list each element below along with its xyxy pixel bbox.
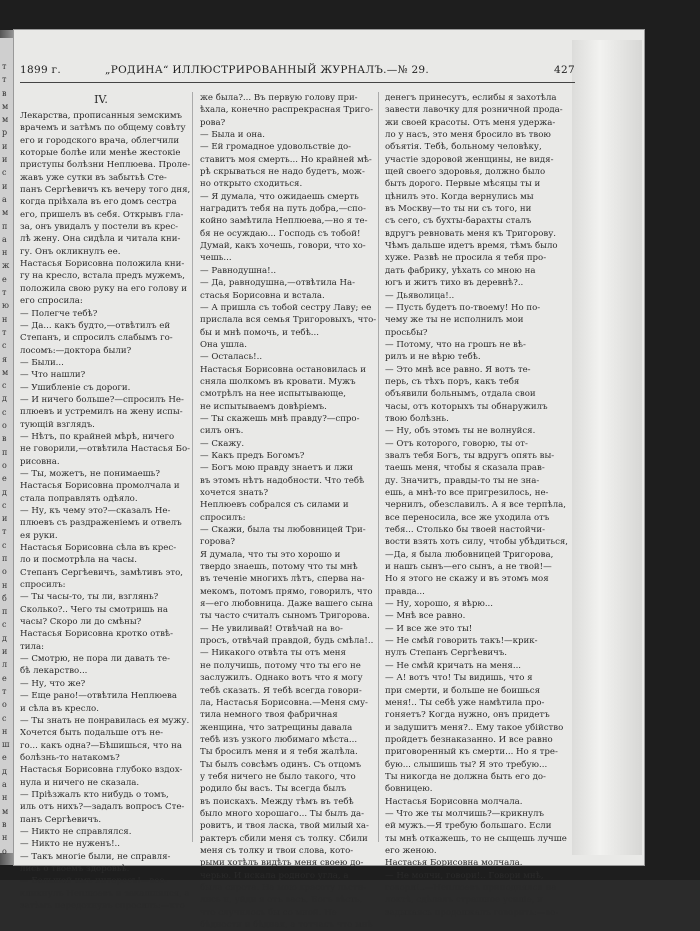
text-line: Настасья Борисовна промолчала и	[20, 481, 180, 492]
text-line: нула и ничего не сказала.	[20, 777, 140, 788]
text-line: ло и посмотрѣла на часы.	[20, 555, 137, 566]
text-line: — Скажи, была ты любовницей Три-	[200, 525, 366, 536]
text-line: — Не молчи, говори!.. Говори мнѣ,	[385, 870, 544, 881]
header-rule	[20, 82, 575, 83]
text-line: Ты бросилъ меня и я тебя жалѣла.	[200, 747, 358, 758]
text-line: тила:	[20, 641, 44, 652]
text-line: врачемъ и затѣмъ по общему совѣту	[20, 123, 186, 134]
text-line: Настасья Борисовна кротко отвѣ-	[20, 629, 174, 640]
text-line: Ты былъ совсѣмъ одинъ. Съ отцомъ	[200, 759, 362, 770]
text-line: ты часто считалъ сыномъ Тригорова.	[200, 611, 370, 622]
text-line: тующій взглядъ.	[20, 419, 95, 430]
text-line: затѣмъ передохнувъ спросилъ:—кто	[20, 901, 185, 911]
text-line: — Да, равнодушна,—отвѣтила На-	[200, 278, 356, 289]
text-line: — Пріѣзжалъ кто нибудь о томъ,	[20, 789, 169, 800]
text-line: объятія. Тебѣ, больному человѣку,	[385, 142, 542, 153]
text-line: у тебя ничего не было такого, что	[200, 771, 356, 782]
text-line: когда пріѣхала въ его домъ сестра	[20, 197, 177, 208]
text-line: правда...	[385, 586, 425, 597]
text-line: говори!..—Неплюевъ приподнялся на	[385, 883, 557, 893]
text-line: Думай, какъ хочешь, говори, что хо-	[200, 241, 366, 252]
text-line: его, пришелъ въ себя. Открывъ гла-	[20, 209, 184, 220]
text-line: которые болѣе или менѣе жестокіе	[20, 148, 181, 159]
text-line: лись и, уйди я отъ васъ, Богъ вѣсть,	[200, 895, 363, 906]
text-line: нулъ Степанъ Сергѣевичъ.	[385, 648, 508, 659]
text-line: Но я этого не скажу и въ этомъ моя	[385, 574, 549, 585]
section-number: IV.	[94, 93, 108, 106]
text-line: — Осталась!..	[200, 352, 263, 363]
text-line: спросилъ:	[20, 580, 66, 591]
text-line: стала поправлять одѣяло.	[20, 493, 138, 504]
text-line: — Пусть будетъ по-твоему! Но по-	[385, 302, 541, 313]
text-line: ровитъ, и твоя ласка, твой милый ха-	[200, 821, 369, 832]
text-line: — Ты, можетъ, не понимаешь?	[20, 468, 160, 479]
text-line: дать фабрику, уѣхать со мною на	[385, 265, 536, 276]
text-line: — Большой имъ интересъ!—вос-	[20, 876, 168, 887]
text-line: — Ты скажешь мнѣ правду?—спро-	[200, 413, 360, 424]
text-line: смотрѣлъ на нее испытывающе,	[200, 389, 346, 400]
text-line: го... какъ одна?—Бѣшишься, что на	[20, 740, 182, 751]
text-line: чему же ты не исполнилъ мои	[385, 315, 524, 326]
text-line: бѣдности и бѣдная, а тотчасъ что мнѣ	[200, 920, 373, 931]
text-line: — Никакого отвѣта ты отъ меня	[200, 648, 346, 659]
text-line: наградитъ тебя на путь добра,—спо-	[200, 204, 366, 215]
text-line: — Были...	[20, 357, 64, 368]
text-line: — И все же это ты!	[385, 623, 473, 634]
text-line: силъ онъ.	[200, 426, 244, 437]
text-line: — Ушибленіе съ дороги.	[20, 382, 131, 393]
text-line: мекомъ, потомъ прямо, говорилъ, что	[200, 586, 373, 597]
text-line: таешь меня, чтобы я сказала прав-	[385, 463, 545, 474]
text-line: — Полегче тебѣ?	[20, 308, 98, 319]
text-line: цѣнилъ это. Когда вернулись мы	[385, 191, 534, 202]
text-line: часы, отъ которыхъ ты обнаружилъ	[385, 401, 548, 412]
text-line: въ поискахъ. Между тѣмъ въ тебѣ	[200, 796, 354, 807]
text-line: тебѣ сказать. Я тебѣ всегда говори-	[200, 685, 362, 696]
text-line: Ты никогда не должна быть его до-	[385, 771, 546, 782]
text-line: — Равнодушна!..	[200, 265, 277, 276]
text-line: что случилось бы со мной. Не	[200, 907, 337, 918]
running-header	[20, 64, 575, 80]
text-line: рова?	[200, 117, 226, 128]
text-line: я—его любовница. Даже вашего сына	[200, 599, 373, 610]
text-line: завести лавочку для розничной прода-	[385, 105, 563, 116]
text-line: лѣ жену. Она сидѣла и читала кни-	[20, 234, 181, 245]
text-line: — Отъ которого, говорю, ты от-	[385, 438, 528, 449]
text-line: ставитъ моя смерть... Но крайней мѣ-	[200, 154, 372, 165]
text-line: спросилъ:	[200, 512, 246, 523]
text-line: въ теченіе многихъ лѣтъ, сперва на-	[200, 574, 365, 585]
text-line: — Смотрю, не пора ли давать те-	[20, 654, 170, 665]
left-margin-fragments: т т в м м р и и с и а м п а н ж е т ю н т с я м с д с о в п о е д с и т с п о н б п с д и л е т о с н ш е д а н м в н о	[2, 62, 10, 856]
text-line: Настасья Борисовна остановилась и	[200, 364, 366, 375]
text-line: локтѣ, сдѣлалъ страшное усиліе, и	[385, 895, 543, 906]
text-column-3	[385, 92, 569, 918]
column-divider	[378, 92, 379, 842]
text-line: — Нѣтъ, по крайней мѣрѣ, ничего	[20, 431, 175, 442]
text-line: Настасья Борисовна молчала.	[385, 858, 523, 869]
text-line: — Что нашли?	[20, 370, 86, 381]
text-line: Она ушла.	[200, 339, 247, 350]
text-line: — Дьяволица!..	[385, 290, 455, 301]
text-line: — Ну, что же?	[20, 678, 86, 689]
text-line: объявили больнымъ, отдала свои	[385, 389, 536, 400]
text-line: Чѣмъ дальше идетъ время, тѣмъ было	[385, 241, 558, 252]
text-line: его и городского врача, облегчили	[20, 135, 180, 146]
text-line: Я думала, что ты это хорошо и	[200, 549, 341, 560]
text-line: черью. И искала родного угла, а	[200, 870, 349, 881]
text-line: — Ну, объ этомъ ты не волнуйся.	[385, 426, 536, 437]
text-line: — А пришла съ тобой сестру Лаву; ее	[200, 302, 372, 313]
text-line: хуже. Развѣ не просила я тебя про-	[385, 253, 547, 264]
text-line: и задушитъ меня?.. Ему такое убійство	[385, 722, 564, 733]
text-line: — Это мнѣ все равно. Я вотъ те-	[385, 364, 531, 375]
header-page-number: 427	[554, 64, 575, 76]
text-line: твою болѣзнь.	[385, 413, 449, 424]
text-line: же была?... Въ первую голову при-	[200, 93, 358, 103]
text-line: пройдетъ безнаказанно. И все равно	[385, 734, 553, 745]
text-line: — Ну, хорошо, я вѣрю...	[385, 599, 494, 610]
text-line: койно замѣтила Неплюева,—но я те-	[200, 216, 368, 227]
text-line: — А! вотъ что! Ты видишь, что я	[385, 673, 533, 684]
text-line: быть дорого. Первые мѣсяцы ты и	[385, 179, 541, 190]
text-line: твердо знаешь, потому что ты мнѣ	[200, 562, 358, 573]
text-line: не получишь, потому что ты его не	[200, 660, 361, 671]
text-line: не говорили,—отвѣтила Настасья Бо-	[20, 444, 191, 455]
text-line: чернилъ, обезславилъ. А я все терпѣла,	[385, 500, 567, 511]
text-line: бую... слышишь ты? Я это требую...	[385, 759, 548, 770]
text-line: — Богъ мою правду знаетъ и лжи	[200, 463, 353, 474]
text-line: стасья Борисовна и встала.	[200, 290, 325, 301]
text-line: вости взять хоть силу, чтобы убѣдиться,	[385, 537, 569, 548]
text-line: меня съ толку и твои слова, кото-	[200, 845, 354, 856]
text-line: жи своей красоты. Отъ меня удержа-	[385, 117, 556, 128]
text-line: тебя... Столько бы твоей настойчи-	[385, 525, 545, 536]
text-line: было много хорошаго... Ты былъ да-	[200, 808, 365, 819]
text-line: Степанъ Сергѣевичъ, замѣтивъ это,	[20, 567, 183, 578]
text-line: — И ничего больше?—спросилъ Не-	[20, 394, 184, 405]
text-line: рактеръ сбили меня съ толку. Сбили	[200, 833, 368, 844]
text-line: Сколько?.. Чего ты смотришь на	[20, 604, 168, 615]
header-year: 1899 г.	[20, 64, 61, 76]
text-line: за, онъ увидалъ у постели въ крес-	[20, 222, 179, 233]
text-line: рыми хотѣлъ видѣть меня своею до-	[200, 858, 364, 869]
text-line: чешь...	[200, 253, 232, 264]
text-line: все переносила, все же уходила отъ	[385, 512, 550, 523]
text-line: рилъ и не вѣрю тебѣ.	[385, 352, 481, 363]
text-line: заслужилъ. Однако вотъ что я могу	[200, 673, 363, 684]
text-line: панъ Сергѣевичъ.	[20, 814, 102, 825]
text-line: — Такъ многіе были, не справля-	[20, 851, 171, 862]
text-line: — Ты часы-то, ты ли, взглянь?	[20, 592, 159, 603]
text-line: — Мнѣ все равно.	[385, 611, 466, 622]
text-line: — Что же ты молчишь?—крикнулъ	[385, 808, 544, 819]
text-line: — Скажу.	[200, 438, 245, 449]
text-line: — Ну, къ чему это?—сказалъ Не-	[20, 506, 171, 516]
text-line: задыхаясь продолжалъ говорить:—во-	[385, 907, 559, 918]
text-line: приговоренный къ смерти... Но я тре-	[385, 747, 558, 758]
text-line: вдругъ ревновать меня къ Тригорову.	[385, 228, 557, 239]
text-line: Настасья Борисовна молчала.	[385, 796, 523, 807]
text-line: женщина, что затрещины давала	[200, 722, 353, 733]
text-line: тебѣ изъ узкого любимаго мѣста...	[200, 734, 358, 745]
text-line: ей мужъ.—Я требую большаго. Если	[385, 821, 552, 832]
text-line: — Никто не нуженъ!..	[20, 839, 121, 850]
text-line: денегъ принесутъ, еслибы я захотѣла	[385, 93, 557, 103]
text-line: просъ, отвѣчай правдой, будь смѣла!..	[200, 636, 374, 647]
text-line: ея руки.	[20, 530, 58, 541]
text-line: ло у насъ, это меня бросило въ твою	[385, 130, 551, 141]
text-line: ѣхала, конечно распрекрасная Триго-	[200, 105, 373, 116]
text-line: горова?	[200, 537, 235, 548]
text-line: его спросила:	[20, 296, 83, 307]
text-line: Настасья Борисовна сѣла въ крес-	[20, 543, 177, 554]
page-edge-shadow	[572, 40, 642, 855]
text-line: ла, Настасья Борисовна.—Меня сму-	[200, 697, 368, 708]
text-column-1	[20, 92, 191, 911]
text-line: положила свою руку на его голову и	[20, 283, 187, 294]
text-line: — Не смѣй говорить такъ!—крик-	[385, 636, 538, 647]
text-line: иль отъ нихъ?—задалъ вопросъ Сте-	[20, 802, 185, 813]
text-line: — Какъ предъ Богомъ?	[200, 450, 305, 461]
text-line: прислала вся семья Тригоровыхъ, что-	[200, 315, 377, 326]
header-title: „РОДИНА“ ИЛЛЮСТРИРОВАННЫЙ ЖУРНАЛЪ.—№ 29.	[105, 64, 430, 76]
text-line: звалъ тебя Богъ, ты вдругъ опять вы-	[385, 450, 555, 461]
text-line: въ этомъ нѣтъ надобности. Что тебѣ	[200, 475, 365, 486]
text-line: рисовна.	[20, 456, 60, 467]
text-line: родило бы васъ. Ты всегда былъ	[200, 784, 347, 795]
text-line: просьбы?	[385, 327, 428, 338]
text-line: гу. Онъ окликнулъ ее.	[20, 246, 121, 257]
text-line: плюевъ съ раздраженіемъ и отвелъ	[20, 518, 182, 529]
text-line: панъ Сергѣевичъ къ вечеру того дня,	[20, 185, 191, 196]
text-column-2	[200, 92, 377, 931]
text-line: Настасья Борисовна положила кни-	[20, 259, 185, 270]
text-line: — Ты знать не понравилась ея мужу.	[20, 715, 190, 726]
text-line: щей своего здоровья, должно было	[385, 167, 546, 178]
text-line: перь, съ тѣхъ поръ, какъ тебя	[385, 376, 520, 387]
text-line: — Не увиливай! Отвѣчай на во-	[200, 623, 343, 634]
text-line: ешь, а мнѣ-то все пригрезилось, не-	[385, 488, 549, 498]
text-line: плюевъ и устремилъ на жену испы-	[20, 407, 183, 418]
text-line: — Не смѣй кричать на меня...	[385, 660, 522, 671]
text-line: — Да... какъ будто,—отвѣтилъ ей	[20, 320, 171, 331]
text-line: —Да, я была любовницей Тригорова,	[385, 549, 554, 560]
text-line: Неплюевъ собрался съ силами и	[200, 500, 349, 511]
text-line: и нашъ сынъ—его сынъ, а не твой!—	[385, 562, 552, 573]
column-divider	[192, 92, 193, 842]
text-line: была сирота. На мою красоту льсти-	[200, 883, 367, 893]
text-line: — Была и она.	[200, 130, 266, 141]
text-line: меня!.. Ты себѣ уже намѣтила про-	[385, 697, 545, 708]
text-line: лосомъ:—доктора были?	[20, 345, 132, 356]
text-line: хочется знать?	[200, 488, 269, 498]
text-line: ты мнѣ откажешь, то не сыщешь лучше	[385, 833, 567, 844]
text-line: бовницею.	[385, 784, 433, 795]
text-line: ду. Значитъ, правды-то ты не зна-	[385, 475, 540, 486]
text-line: бѣ лекарство...	[20, 666, 88, 677]
text-line: гу на кресло, встала предъ мужемъ,	[20, 271, 186, 282]
text-line: не испытываемъ довѣріемъ.	[200, 401, 327, 412]
text-line: югъ и житъ тихо въ деревнѣ?..	[385, 278, 524, 289]
text-line: — Еще рано!—отвѣтила Неплюева	[20, 691, 178, 702]
text-line: Хочется быть подальше отъ не-	[20, 728, 164, 739]
text-line: рѣ скрываться не надо будетъ, мож-	[200, 167, 365, 178]
text-line: часы? Скоро ли до смѣны?	[20, 617, 142, 628]
text-line: — Ей громадное удовольствіе до-	[200, 142, 352, 153]
text-line: при смерти, и больше не боишься	[385, 685, 540, 696]
text-line: Степанъ, и спросилъ слабымъ го-	[20, 333, 173, 344]
text-line: гоняетъ? Когда нужно, онъ придетъ	[385, 710, 550, 721]
text-line: въ Москву—то ты ни съ того, ни	[385, 204, 532, 215]
text-line: лись о твоемъ здоровьѣ.	[20, 863, 130, 874]
text-line: тила немного твоя фабричная	[200, 710, 338, 721]
text-line: бя не осуждаю... Господь съ тобой!	[200, 228, 361, 239]
text-line: но открыто сходиться.	[200, 179, 303, 190]
text-line: и сѣла въ кресло.	[20, 703, 99, 714]
text-line: участіе здоровой женщины, не видя-	[385, 154, 554, 165]
text-line: съ сего, съ бухты-барахты сталъ	[385, 216, 532, 227]
text-line: кликнулъ Неплюевъ и закашлялся, а	[20, 888, 190, 899]
text-line: — Я думала, что ожидаешь смерть	[200, 191, 359, 202]
text-line: Лекарства, прописанныя земскимъ	[20, 111, 183, 121]
text-line: приступы болѣзни Неплюева. Проле-	[20, 160, 191, 171]
text-line: жавъ уже сутки въ забытьѣ Сте-	[20, 172, 167, 183]
text-line: бы и мнѣ помочь, и тебѣ...	[200, 327, 319, 338]
text-line: — Никто не справлялся.	[20, 826, 132, 837]
text-line: его женою.	[385, 845, 437, 856]
text-line: Настасья Борисовна глубоко вздох-	[20, 765, 183, 776]
text-line: — Потому, что на грошъ не вѣ-	[385, 339, 526, 350]
text-line: сняла шолкомъ въ кровати. Мужъ	[200, 376, 356, 387]
text-line: болѣзнь-то натакомъ?	[20, 752, 120, 763]
